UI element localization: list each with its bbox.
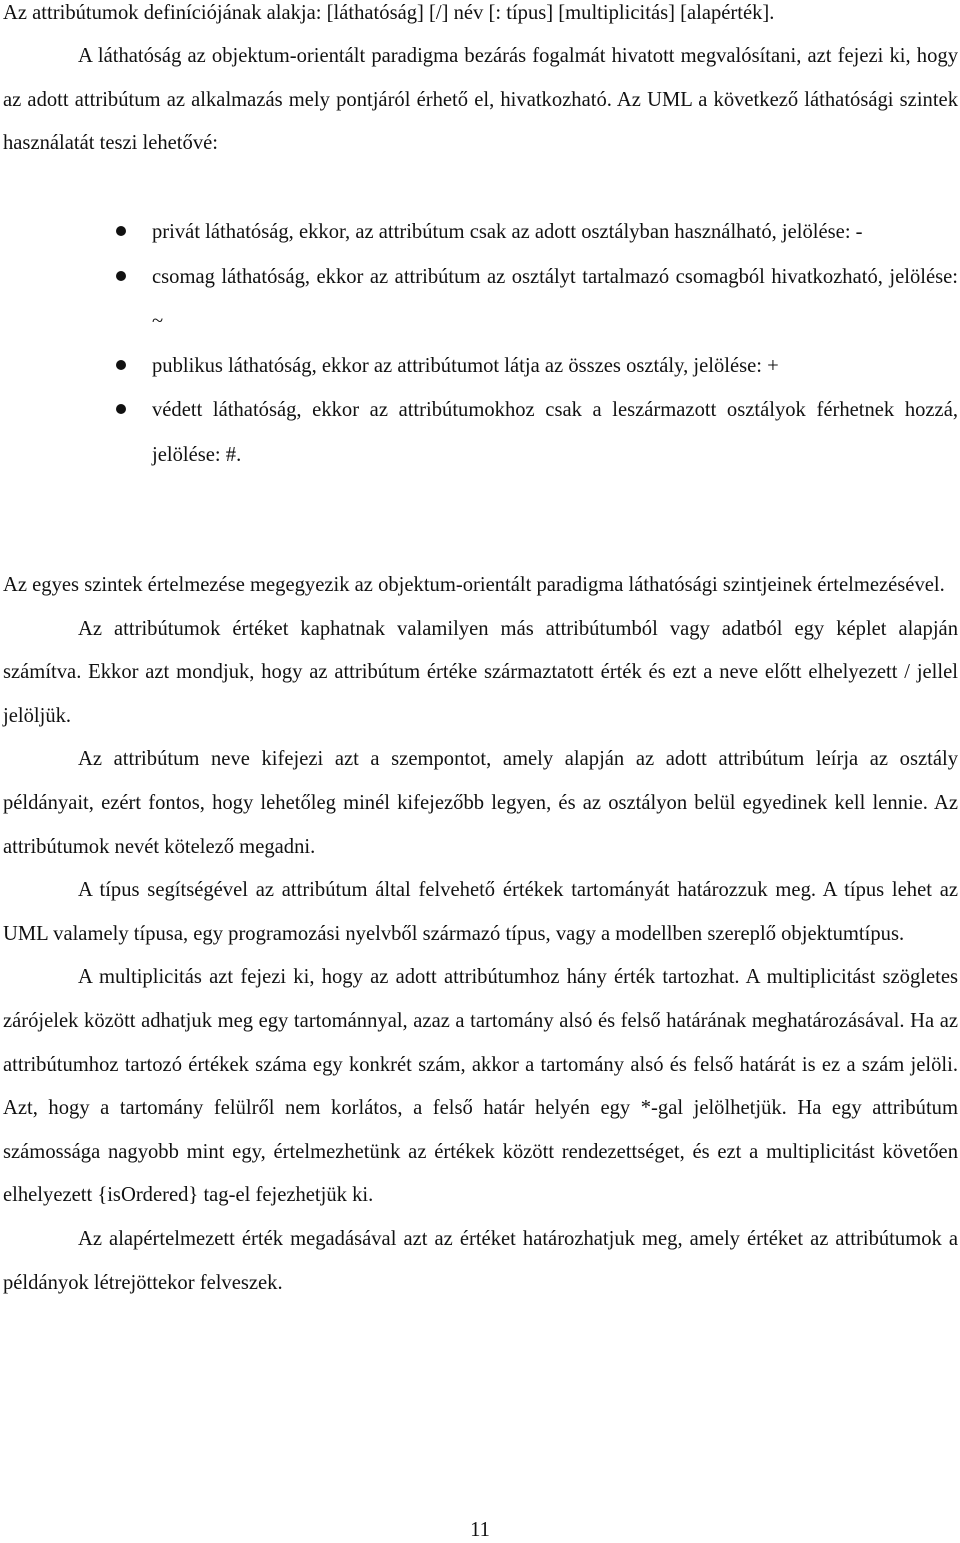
list-item bbox=[3, 344, 958, 389]
bullet-icon bbox=[116, 226, 126, 236]
list-item-text: publikus láthatóság, ekkor az attribútumot látja az összes osztály, jelölése: + bbox=[152, 354, 779, 377]
list-item bbox=[3, 255, 958, 344]
body-text bbox=[3, 564, 958, 1305]
list-item-text: privát láthatóság, ekkor, az attribútum csak az adott osztályban használható, jelölése: - bbox=[152, 221, 863, 243]
attribute-definition-line: Az attribútumok definíciójának alakja: [láthatóság] [/] név [: típus] [multiplicitás] [alapérték]. bbox=[3, 2, 775, 24]
list-item-text: védett láthatóság, ekkor az attribútumokhoz csak a leszármazott osztályok férhetnek hozzá, jelölése: #. bbox=[152, 399, 958, 466]
visibility-levels-list bbox=[3, 210, 958, 477]
bullet-icon bbox=[116, 360, 126, 370]
paragraph: Az egyes szintek értelmezése megegyezik az objektum-orientált paradigma láthatósági szintjeinek értelmezésével. bbox=[3, 574, 945, 596]
visibility-intro-paragraph: A láthatóság az objektum-orientált paradigma bezárás fogalmát hivatott megvalósítani, azt fejezi ki, hogy az adott attribútum az alkalmazás mely pontjáról érhető el, hivatkozható. Az UML a következő láthatósági szintek használatát teszi lehetővé: bbox=[3, 45, 958, 155]
paragraph: Az alapértelmezett érték megadásával azt az értéket határozhatjuk meg, amely értéket az attribútumok a példányok létrejöttekor felveszek. bbox=[3, 1227, 958, 1294]
paragraph: A multiplicitás azt fejezi ki, hogy az adott attribútumhoz hány érték tartozhat. A multiplicitást szögletes zárójelek között adhatjuk meg egy tartománnyal, azaz a tartomány alsó és felső határának meghatározásával. Ha az attribútumhoz tartozó értékek száma egy konkrét szám, akkor a tartomány alsó és felső határát is ez a szám jelöli. Azt, hogy a tartomány felülről nem korlátos, a felső határ helyén egy *-gal jelölhetjük. Ha egy attribútum számossága nagyobb mint egy, értelmezhetünk az értékek között rendezettséget, és ezt a multiplicitást követően elhelyezett {isOrdered} tag-el fejezhetjük ki. bbox=[3, 966, 958, 1207]
paragraph: Az attribútum neve kifejezi azt a szempontot, amely alapján az adott attribútum leírja az osztály példányait, ezért fontos, hogy lehetőleg minél kifejezőbb legyen, és az osztályon belül egyedinek kell lennie. Az attribútumok nevét kötelező megadni. bbox=[3, 748, 958, 858]
paragraph: Az attribútumok értéket kaphatnak valamilyen más attribútumból vagy adatból egy képlet alapján számítva. Ekkor azt mondjuk, hogy az attribútum értéke származtatott érték és ezt a neve előtt elhelyezett / jellel jelöljük. bbox=[3, 617, 958, 727]
page-number: 11 bbox=[470, 1519, 490, 1541]
list-item-text: csomag láthatóság, ekkor az attribútum az osztályt tartalmazó csomagból hivatkozható, jelölése: ~ bbox=[152, 265, 958, 332]
list-item bbox=[3, 388, 958, 477]
bullet-icon bbox=[116, 271, 126, 281]
bullet-icon bbox=[116, 404, 126, 414]
paragraph: A típus segítségével az attribútum által felvehető értékek tartományát határozzuk meg. A típus lehet az UML valamely típusa, egy programozási nyelvből származó típus, vagy a modellben szereplő objektumtípus. bbox=[3, 879, 958, 945]
list-item bbox=[3, 210, 958, 255]
